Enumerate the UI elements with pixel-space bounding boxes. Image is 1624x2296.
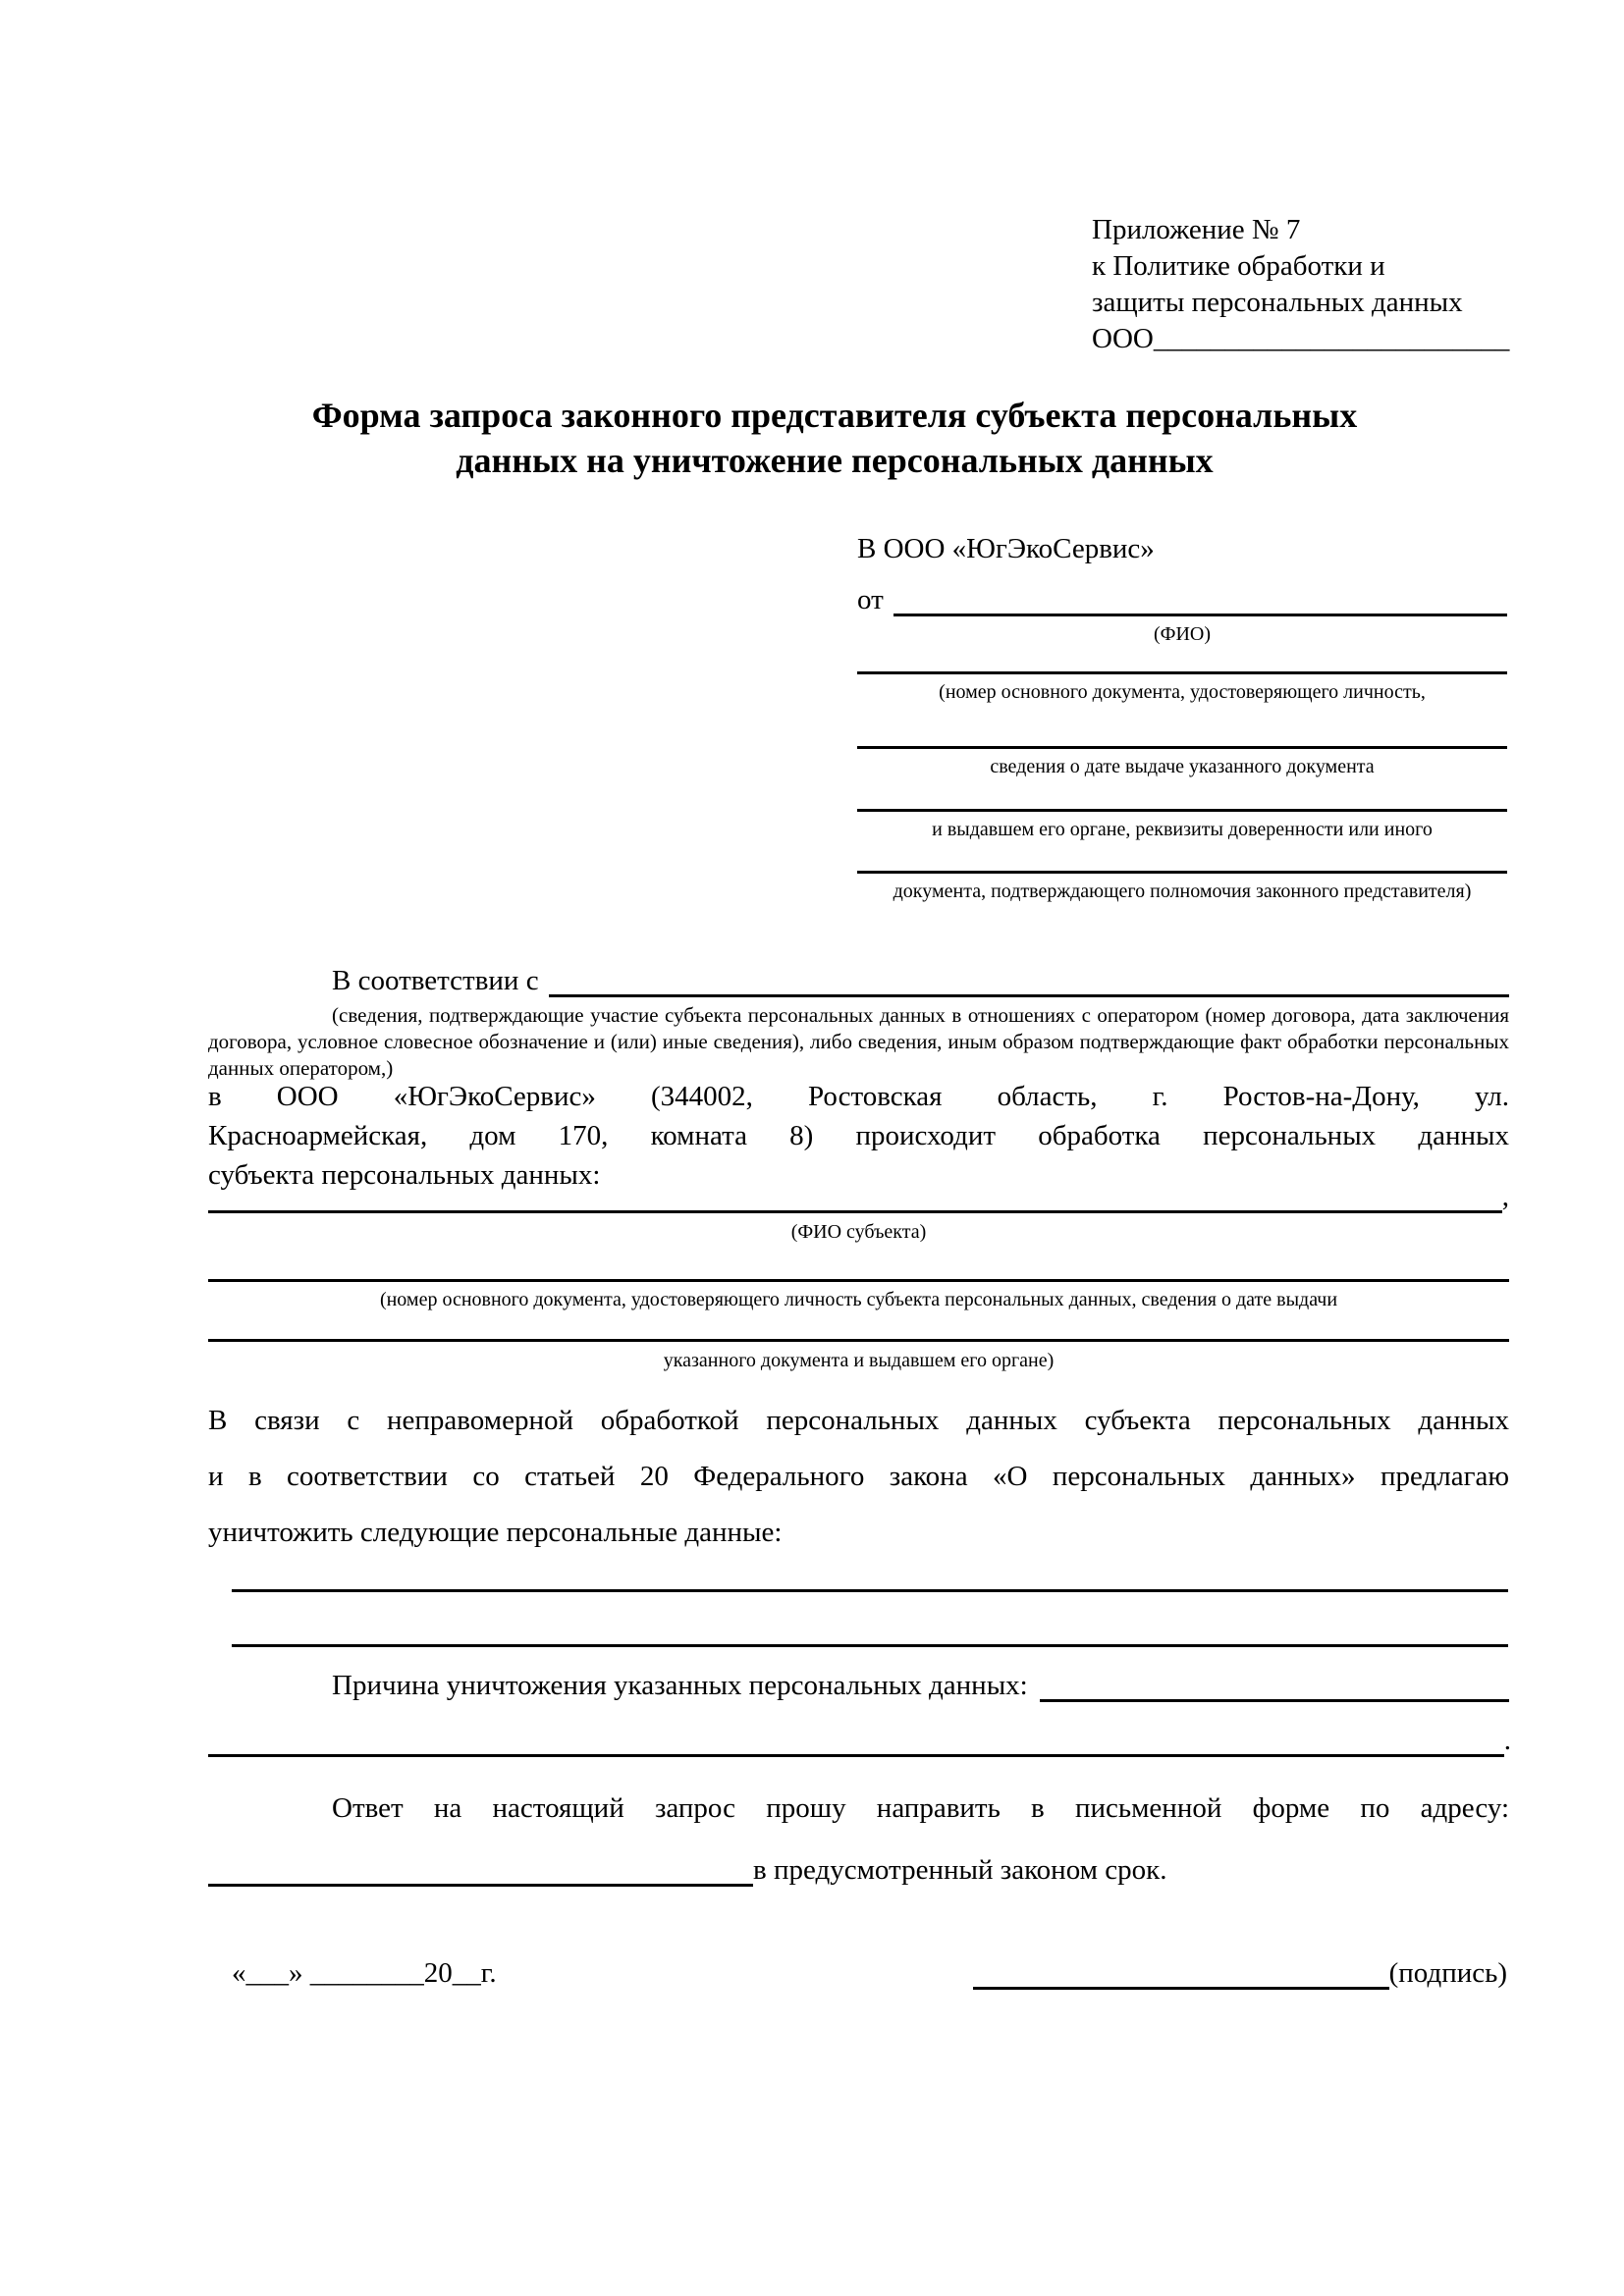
subject-fio-row	[208, 1178, 1509, 1213]
appendix-number: Приложение № 7	[1092, 214, 1301, 245]
operator-paragraph-line-2: Красноармейская, дом 170, комната 8) происходит обработка персональных данных	[208, 1120, 1509, 1151]
title-line-1: Форма запроса законного представителя субъекта персональных	[311, 396, 1358, 435]
reason-row	[208, 1669, 1509, 1702]
doc-issue-date-caption: сведения о дате выдаче указанного документа	[990, 756, 1375, 777]
subject-fio-blank-line	[208, 1181, 1502, 1213]
demand-line-1: В связи с неправомерной обработкой персональных данных субъекта персональных данных	[208, 1405, 1509, 1436]
subject-fio-caption: (ФИО субъекта)	[790, 1221, 927, 1243]
from-row	[857, 583, 1507, 616]
representative-fio-blank-line	[893, 584, 1507, 616]
appendix-policy-line-1: к Политике обработки и	[1092, 250, 1385, 282]
authority-doc-caption: документа, подтверждающего полномочия законного представителя)	[893, 881, 1472, 902]
reason-blank-line	[1040, 1670, 1509, 1702]
answer-line-2-text: в предусмотренный законом срок.	[753, 1854, 1167, 1886]
accordance-note: (сведения, подтверждающие участие субъекта персональных данных в отношениях с оператором (номер договора, дата заключения договора, условное словесное обозначение и (или) иные сведения), либо сведения, иным образом подтверждающие факт обработки персональных данных оператором,)	[208, 1003, 1509, 1080]
signature-caption: (подпись)	[1388, 1957, 1507, 1989]
operator-paragraph-line-3: субъекта персональных данных:	[208, 1159, 601, 1191]
operator-paragraph-line-1: в ООО «ЮгЭкоСервис» (344002, Ростовская область, г. Ростов-на-Дону, ул.	[208, 1081, 1509, 1112]
reason-continuation-row	[208, 1722, 1511, 1757]
subject-doc-blank-line-2	[208, 1339, 1509, 1342]
reason-blank-line-2	[208, 1725, 1504, 1757]
document-title	[157, 393, 1512, 483]
title-line-2: данных на уничтожение персональных данных	[456, 441, 1214, 480]
from-label: от	[857, 584, 884, 615]
appendix-policy-line-2: защиты персональных данных	[1092, 287, 1463, 318]
signature-blank-line	[973, 1957, 1389, 1990]
demand-line-2: и в соответствии со статьей 20 Федерального закона «О персональных данных» предлагаю	[208, 1461, 1509, 1492]
data-to-destroy-blank-line-1	[232, 1589, 1508, 1592]
operator-paragraph	[208, 1077, 1509, 1195]
answer-line-2	[208, 1847, 1509, 1887]
fio-caption: (ФИО)	[1153, 623, 1212, 645]
addressee-organization: В ООО «ЮгЭкоСервис»	[857, 533, 1155, 564]
answer-address-blank-line	[208, 1854, 753, 1887]
footer-row	[232, 1957, 1507, 1990]
doc-number-caption: (номер основного документа, удостоверяющего личность,	[939, 681, 1426, 703]
doc-number-blank-line	[857, 671, 1507, 674]
accordance-row	[208, 964, 1509, 997]
date-blank: «___» ________20__г.	[232, 1957, 497, 1989]
subject-doc-blank-line-1	[208, 1279, 1509, 1282]
subject-fio-comma: ,	[1501, 1181, 1509, 1212]
doc-issue-date-blank-line	[857, 746, 1507, 749]
signature-group	[973, 1957, 1507, 1990]
accordance-blank-line	[549, 965, 1509, 997]
subject-doc-caption-1: (номер основного документа, удостоверяющего личность субъекта персональных данных, сведения о дате выдачи	[379, 1289, 1338, 1310]
reason-label: Причина уничтожения указанных персональных данных:	[332, 1670, 1028, 1701]
answer-line-1: Ответ на настоящий запрос прошу направить в письменной форме по адресу:	[332, 1792, 1509, 1824]
authority-doc-blank-line	[857, 871, 1507, 874]
reason-period: .	[1503, 1725, 1511, 1756]
data-to-destroy-blank-line-2	[232, 1644, 1508, 1647]
appendix-company-blank: ООО_________________________	[1092, 323, 1510, 354]
doc-issuer-caption: и выдавшем его органе, реквизиты доверенности или иного	[932, 819, 1433, 840]
demand-line-3: уничтожить следующие персональные данные:	[208, 1517, 783, 1548]
doc-issuer-blank-line	[857, 809, 1507, 812]
appendix-header	[1092, 212, 1509, 357]
accordance-label: В соответствии с	[332, 965, 539, 996]
subject-doc-caption-2: указанного документа и выдавшем его органе)	[663, 1350, 1055, 1371]
demand-paragraph	[208, 1393, 1509, 1561]
